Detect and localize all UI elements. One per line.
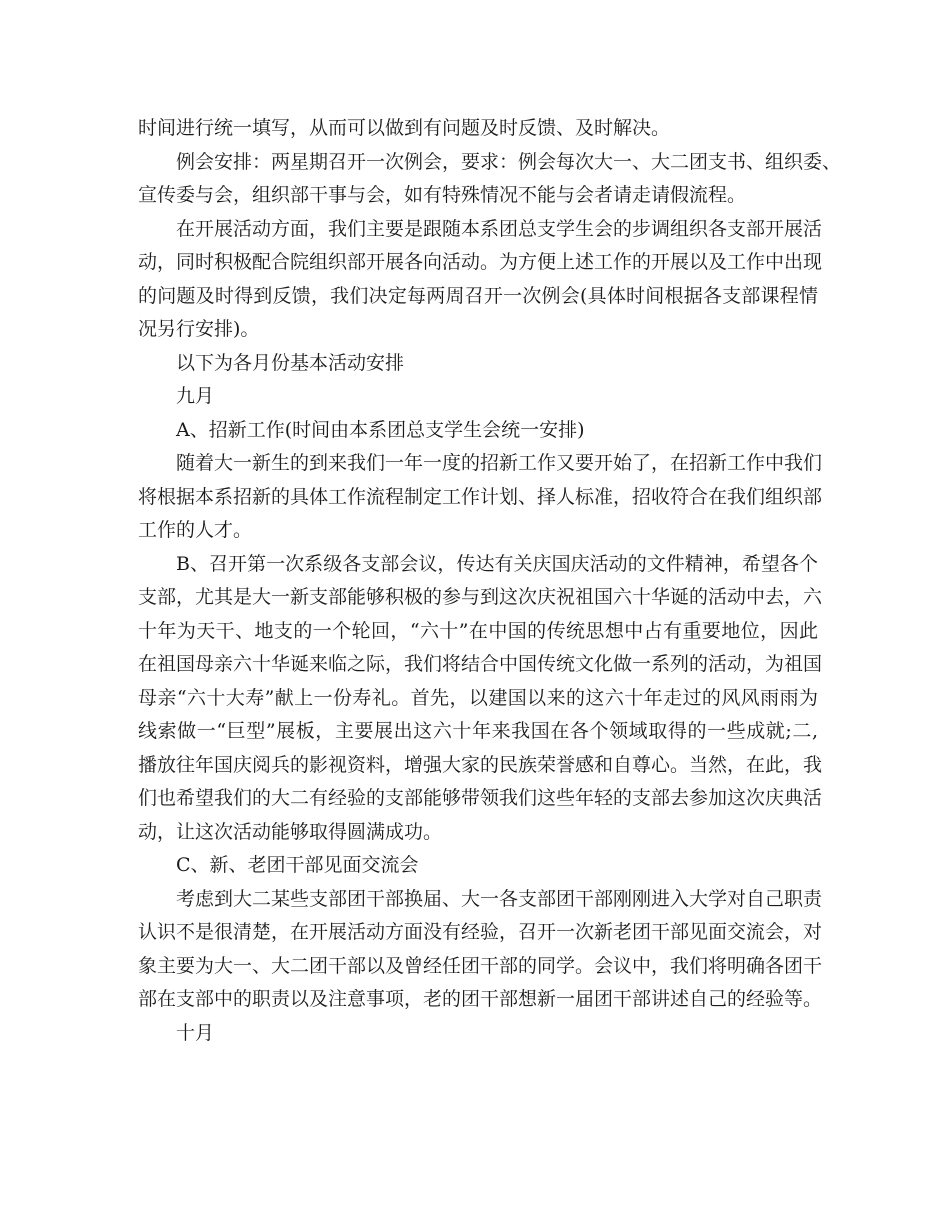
text-line: 母亲“六十大寿”献上一份寿礼。首先，以建国以来的这六十年走过的风风雨雨为 — [138, 686, 818, 709]
text-line: 宣传委与会，组织部干事与会，如有特殊情况不能与会者请走请假流程。 — [138, 184, 747, 206]
text-line: 播放往年国庆阅兵的影视资料，增强大家的民族荣誉感和自尊心。当然，在此，我 — [138, 753, 823, 776]
text-line: 们也希望我们的大二有经验的支部能够带领我们这些年轻的支部去参加这次庆典活 — [138, 787, 823, 809]
text-line: A、招新工作(时间由本系团总支学生会统一安排) — [176, 418, 585, 441]
text-line: 工作的人才。 — [138, 519, 253, 541]
text-line: B、召开第一次系级各支部会议，传达有关庆国庆活动的文件精神，希望各个 — [176, 552, 818, 575]
text-line: 象主要为大一、大二团干部以及曾经任团干部的同学。会议中，我们将明确各团干 — [138, 954, 823, 977]
text-line: 支部，尤其是大一新支部能够积极的参与到这次庆祝祖国六十华诞的活动中去，六 — [138, 586, 823, 608]
text-line: 考虑到大二某些支部团干部换届、大一各支部团干部刚刚进入大学对自己职责 — [176, 887, 823, 910]
text-line: 的问题及时得到反馈，我们决定每两周召开一次例会(具体时间根据各支部课程情 — [138, 284, 818, 307]
text-line: 随着大一新生的到来我们一年一度的招新工作又要开始了，在招新工作中我们 — [176, 452, 823, 474]
text-line: 以下为各月份基本活动安排 — [176, 351, 405, 374]
text-line: 认识不是很清楚，在开展活动方面没有经验，召开一次新老团干部见面交流会，对 — [138, 921, 823, 943]
text-line: 时间进行统一填写，从而可以做到有问题及时反馈、及时解决。 — [138, 117, 671, 139]
text-line: 动，同时积极配合院组织部开展各向活动。为方便上述工作的开展以及工作中出现 — [138, 251, 823, 273]
text-line: 将根据本系招新的具体工作流程制定工作计划、择人标准，招收符合在我们组织部 — [138, 485, 823, 508]
text-line: 在祖国母亲六十华诞来临之际，我们将结合中国传统文化做一系列的活动，为祖国 — [138, 653, 823, 675]
text-line: 线索做一“巨型”展板，主要展出这六十年来我国在各个领域取得的一些成就;二, — [138, 720, 818, 742]
text-line: 动，让这次活动能够取得圆满成功。 — [138, 820, 443, 843]
text-line: 九月 — [176, 385, 215, 407]
text-line: 部在支部中的职责以及注意事项，老的团干部想新一届团干部讲述自己的经验等。 — [138, 988, 823, 1010]
text-line: 在开展活动方面，我们主要是跟随本系团总支学生会的步调组织各支部开展活 — [176, 217, 823, 240]
text-line: C、新、老团干部见面交流会 — [176, 854, 419, 876]
text-line: 况另行安排)。 — [138, 318, 260, 340]
text-line: 十月 — [176, 1021, 215, 1044]
text-line: 十年为天干、地支的一个轮回，“六十”在中国的传统思想中占有重要地位，因此 — [138, 619, 818, 642]
text-line: 例会安排：两星期召开一次例会，要求：例会每次大一、大二团支书、组织委、 — [176, 150, 842, 173]
document-page — [138, 112, 842, 1050]
